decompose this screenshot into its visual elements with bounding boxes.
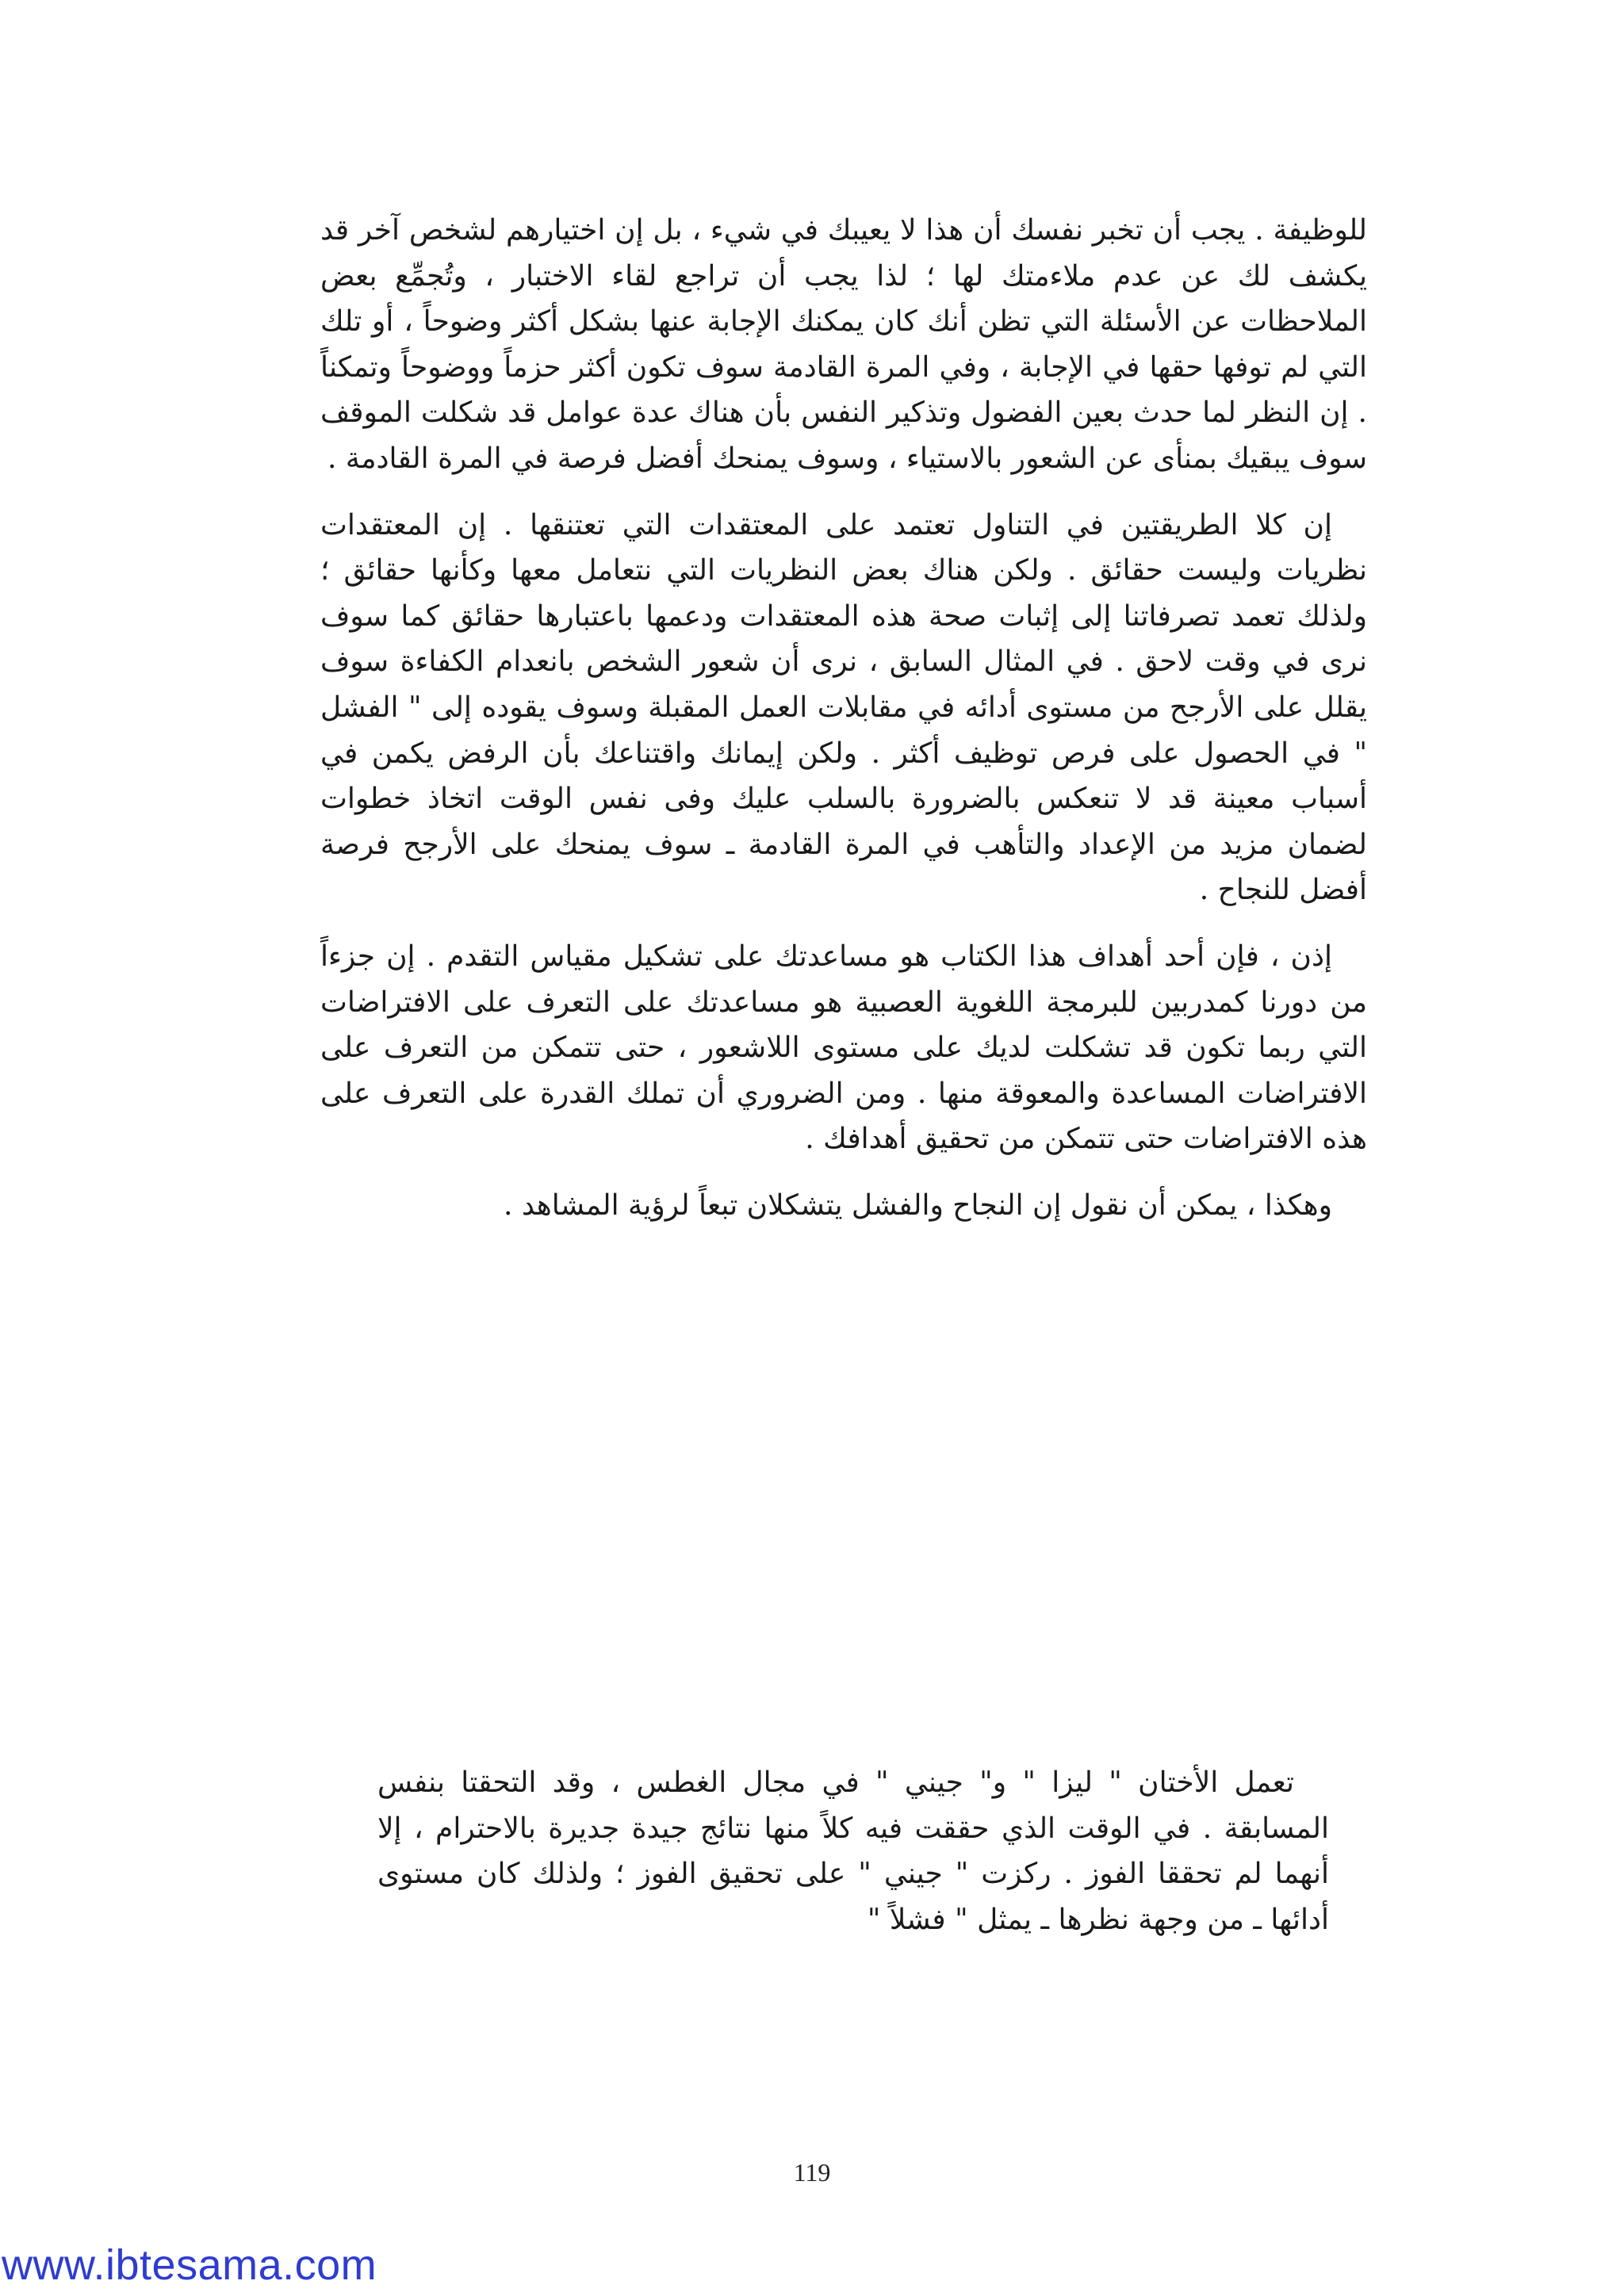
paragraph-3: إذن ، فإن أحد أهداف هذا الكتاب هو مساعدتك على تشكيل مقياس التقدم . إن جزءاً من دورنا كمدربين للبرمجة اللغوية العصبية هو مساعدتك على التعرف على الافتراضات التي ربما تكون قد تشكلت لديك على مستوى اللاشعور ، حتى تتمكن من التعرف على الافتراضات المساعدة والمعوقة منها . ومن الضروري أن تملك القدرة على التعرف على هذه الافتراضات حتى تتمكن من تحقيق أهدافك . — [320, 939, 1367, 1156]
paragraph-2: إن كلا الطريقتين في التناول تعتمد على المعتقدات التي تعتنقها . إن المعتقدات نظريات وليست حقائق . ولكن هناك بعض النظريات التي نتعامل معها وكأنها حقائق ؛ ولذلك تعمد تصرفاتنا إلى إثبات صحة هذه المعتقدات ودعمها باعتبارها حقائق كما سوف نرى في وقت لاحق . في المثال السابق ، نرى أن شعور الشخص بانعدام الكفاءة سوف يقلل على الأرجح من مستوى أدائه في مقابلات العمل المقبلة وسوف يقوده إلى " الفشل " في الحصول على فرص توظيف أكثر . ولكن إيمانك واقتناعك بأن الرفض يكمن في أسباب معينة قد لا تنعكس بالضرورة بالسلب عليك وفى نفس الوقت اتخاذ خطوات لضمان مزيد من الإعداد والتأهب في المرة القادمة ـ سوف يمنحك على الأرجح فرصة أفضل للنجاح . — [320, 508, 1367, 907]
example-block: تعمل الأختان " ليزا " و" جيني " في مجال الغطس ، وقد التحقتا بنفس المسابقة . في الوقت الذي حققت فيه كلاً منها نتائج جيدة جديرة بالاحترام ، إلا أنهما لم تحققا الفوز . ركزت " جيني " على تحقيق الفوز ؛ ولذلك كان مستوى أدائها ـ من وجهة نظرها ـ يمثل " فشلاً " — [377, 1766, 1329, 1936]
paragraph-4: وهكذا ، يمكن أن نقول إن النجاح والفشل يتشكلان تبعاً لرؤية المشاهد . — [503, 1188, 1332, 1222]
site-watermark: www.ibtesama.com — [2, 2241, 377, 2289]
page-number: 119 — [793, 2158, 831, 2187]
main-text — [320, 208, 1367, 1249]
paragraph-1: للوظيفة . يجب أن تخبر نفسك أن هذا لا يعيبك في شيء ، بل إن اختيارهم لشخص آخر قد يكشف لك عن عدم ملاءمتك لها ؛ لذا يجب أن تراجع لقاء الاختبار ، وتُجمِّع بعض الملاحظات عن الأسئلة التي تظن أنك كان يمكنك الإجابة عنها بشكل أكثر وضوحاً ، أو تلك التي لم توفها حقها في الإجابة ، وفي المرة القادمة سوف تكون أكثر حزماً ووضوحاً وتمكناً . إن النظر لما حدث بعين الفضول وتذكير النفس بأن هناك عدة عوامل قد شكلت الموقف سوف يبقيك بمنأى عن الشعور بالاستياء ، وسوف يمنحك أفضل فرصة في المرة القادمة . — [320, 214, 1367, 475]
